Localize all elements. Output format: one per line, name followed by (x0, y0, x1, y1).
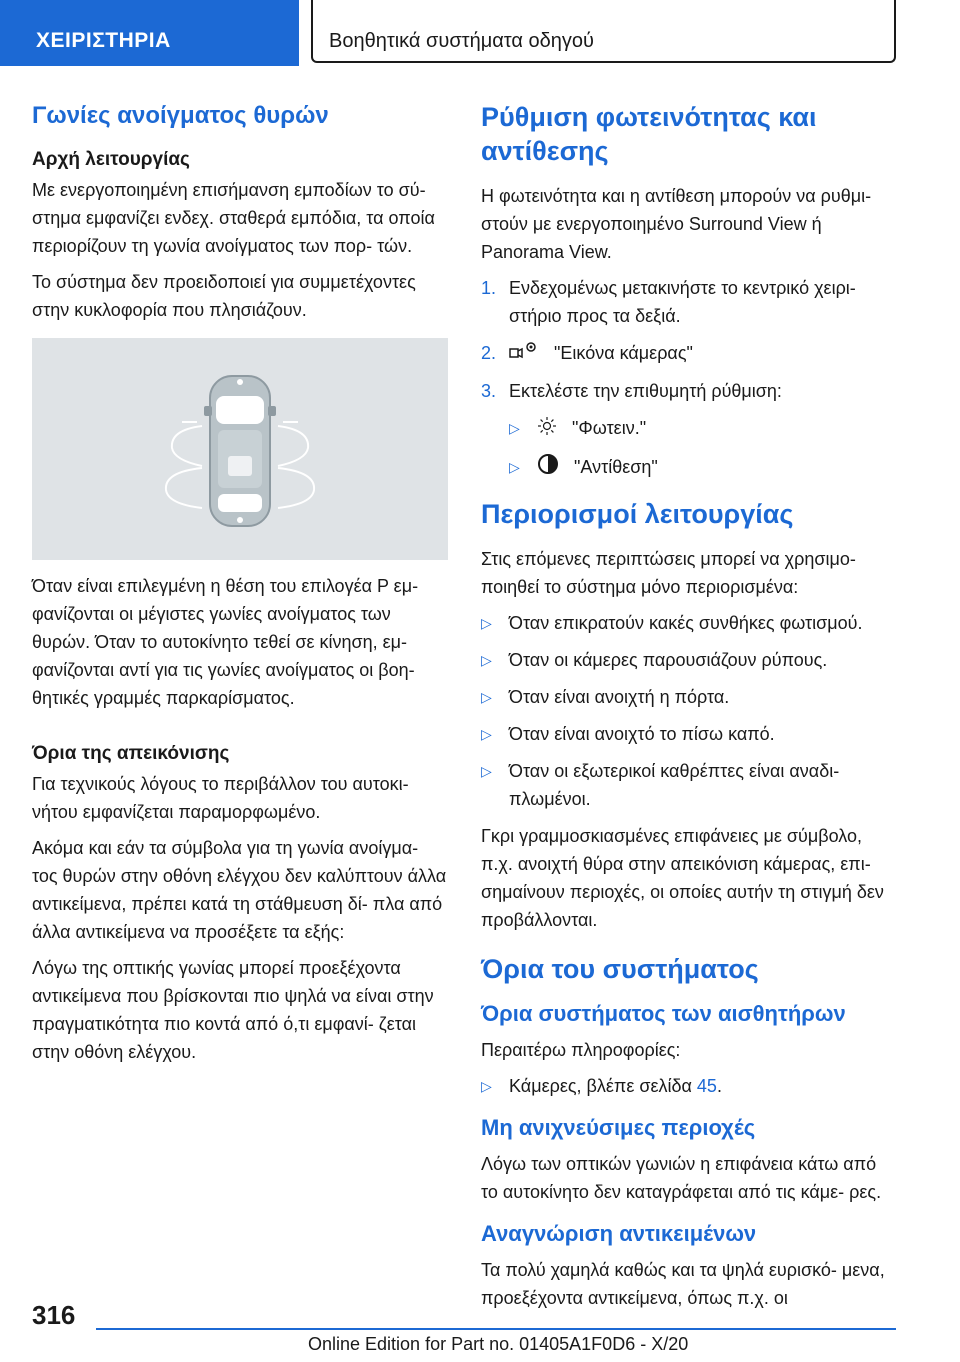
object-recognition-title: Αναγνώριση αντικειμένων (481, 1220, 757, 1246)
display-limits-heading: Όρια της απεικόνισης (32, 743, 230, 764)
footer-edition: Online Edition for Part no. 01405A1F0D6 - X/20 (308, 1334, 689, 1354)
step-item (481, 339, 897, 368)
page-45-link[interactable]: 45 (696, 1075, 717, 1096)
contrast-option-label: "Αντίθεση" (574, 456, 658, 477)
gear-p-paragraph: Όταν είναι επιλεγμένη η θέση του επιλογέα P εμ- φανίζονται οι μέγιστες γωνίες ανοίγματος των θυρών. Όταν το αυτοκίνητο τεθεί σε κίνηση, εμ- φανίζονται αντί για τις γωνίες ανοίγματος οι βοη- θητικές γραμμές παρκαρίσματος. (32, 576, 419, 708)
triangle-bullet-icon: ▷ (481, 762, 492, 779)
list-item (481, 646, 897, 674)
settings-substeps (509, 414, 897, 483)
contrast-icon (537, 453, 559, 483)
door-angle-title: Γωνίες ανοίγματος θυρών (32, 102, 329, 129)
grey-areas-paragraph: Γκρι γραμμοσκιασμένες επιφάνειες με σύμβολο, π.χ. ανοιχτή θύρα στην απεικόνιση κάμερας, επι- σημαίνουν περιοχές, οι οποίες αυτήν τη στιγμή δεν προβάλλονται. (481, 825, 884, 930)
list-item-text: Όταν οι εξωτερικοί καθρέπτες είναι αναδι- πλωμένοι. (509, 760, 840, 809)
step-item (481, 377, 897, 405)
step-text: Ενδεχομένως μετακινήστε το κεντρικό χειρι- στήριο προς τα δεξιά. (509, 278, 856, 326)
triangle-bullet-icon: ▷ (481, 614, 492, 631)
blind-areas-title: Μη ανιχνεύσιμες περιοχές (481, 1114, 756, 1140)
list-item-text: Όταν οι κάμερες παρουσιάζουν ρύπους. (509, 649, 828, 670)
step-item (481, 274, 897, 330)
more-info-list (481, 1072, 897, 1100)
function-limits-intro: Στις επόμενες περιπτώσεις μπορεί να χρησιμο- ποιηθεί το σύστημα μόνο περιορισμένα: (481, 548, 856, 597)
door-angle-figure (32, 338, 448, 560)
brightness-contrast-title: Ρύθμιση φωτεινότητας και αντίθεσης (481, 102, 817, 166)
function-limits-title: Περιορισμοί λειτουργίας (481, 498, 794, 529)
list-item (481, 609, 897, 637)
display-limits-paragraph-3: Λόγω της οπτικής γωνίας μπορεί προεξέχοντα αντικείμενα που βρίσκονται πιο ψηλά να είναι στην πραγματικότητα πιο κοντά από ό,τι εμφανί- ζεται στην οθόνη ελέγχου. (32, 958, 434, 1062)
step-number: 2. (481, 343, 497, 363)
triangle-bullet-icon: ▷ (481, 1077, 492, 1094)
list-item (481, 720, 897, 748)
left-column (32, 100, 448, 1074)
section-tab[interactable]: ΧΕΙΡΙΣΤΗΡΙΑ (0, 0, 299, 66)
right-column (481, 100, 897, 1320)
contrast-option[interactable] (509, 453, 897, 483)
display-limits-paragraph-2: Ακόμα και εάν τα σύμβολα για τη γωνία ανοίγμα- τος θυρών στην οθόνη ελέγχου δεν καλύπτουν άλλα αντικείμενα, πρέπει κατά τη στάθμευση δί- πλα από άλλα αντικείμενα να προσέξετε τα εξής: (32, 838, 447, 942)
cameras-reference-dot: . (716, 1075, 722, 1096)
principle-heading: Αρχή λειτουργίας (32, 149, 190, 170)
brightness-option[interactable] (509, 414, 897, 443)
brightness-intro: Η φωτεινότητα και η αντίθεση μπορούν να ρυθμι- στούν με ενεργοποιημένο Surround View ή Panorama View. (481, 186, 872, 262)
principle-paragraph-2: Το σύστημα δεν προειδοποιεί για συμμετέχοντες στην κυκλοφορία που πλησιάζουν. (32, 272, 416, 320)
list-item-text: Όταν είναι ανοιχτή η πόρτα. (509, 686, 730, 707)
list-item (481, 1072, 897, 1100)
list-item (481, 683, 897, 711)
step-text: Εκτελέστε την επιθυμητή ρύθμιση: (509, 381, 782, 402)
step-text: "Εικόνα κάμερας" (554, 343, 693, 363)
display-limits-paragraph-1: Για τεχνικούς λόγους το περιβάλλον του αυτοκι- νήτου εμφανίζεται παραμορφωμένο. (32, 774, 409, 822)
settings-steps (481, 274, 897, 405)
triangle-bullet-icon: ▷ (481, 688, 492, 705)
sensor-limits-title: Όρια συστήματος των αισθητήρων (481, 1000, 846, 1026)
function-limits-list (481, 609, 897, 813)
triangle-bullet-icon: ▷ (509, 458, 520, 475)
chapter-title[interactable]: Βοηθητικά συστήματα οδηγού (311, 0, 896, 63)
triangle-bullet-icon: ▷ (481, 725, 492, 742)
car-top-view-illustration (32, 338, 448, 560)
footer-divider (96, 1328, 896, 1330)
step-number: 3. (481, 381, 497, 402)
triangle-bullet-icon: ▷ (481, 651, 492, 668)
triangle-bullet-icon: ▷ (509, 420, 520, 437)
brightness-option-label: "Φωτειν." (572, 418, 647, 439)
page-number: 316 (32, 1300, 76, 1330)
step-number: 1. (481, 278, 497, 298)
cameras-reference-text: Κάμερες, βλέπε σελίδα (509, 1075, 697, 1096)
page-header (0, 0, 960, 66)
list-item (481, 757, 897, 813)
camera-settings-icon (509, 340, 539, 368)
system-limits-title: Όρια του συστήματος (481, 953, 759, 984)
list-item-text: Όταν επικρατούν κακές συνθήκες φωτισμού. (509, 612, 863, 633)
object-recognition-paragraph: Τα πολύ χαμηλά καθώς και τα ψηλά ευρισκό- μενα, προεξέχοντα αντικείμενα, όπως π.χ. οι (481, 1259, 885, 1308)
blind-areas-paragraph: Λόγω των οπτικών γωνιών η επιφάνεια κάτω από το αυτοκίνητο δεν καταγράφεται από τις κάμε- ρες. (481, 1153, 882, 1202)
principle-paragraph-1: Με ενεργοποιημένη επισήμανση εμποδίων το σύ- στημα εμφανίζει ενδεχ. σταθερά εμπόδια, τα οποία περιορίζουν τη γωνία ανοίγματος των πορ- τών. (32, 180, 435, 256)
more-info-label: Περαιτέρω πληροφορίες: (481, 1039, 681, 1060)
list-item-text: Όταν είναι ανοιχτό το πίσω καπό. (509, 723, 775, 744)
brightness-sun-icon (537, 416, 557, 444)
